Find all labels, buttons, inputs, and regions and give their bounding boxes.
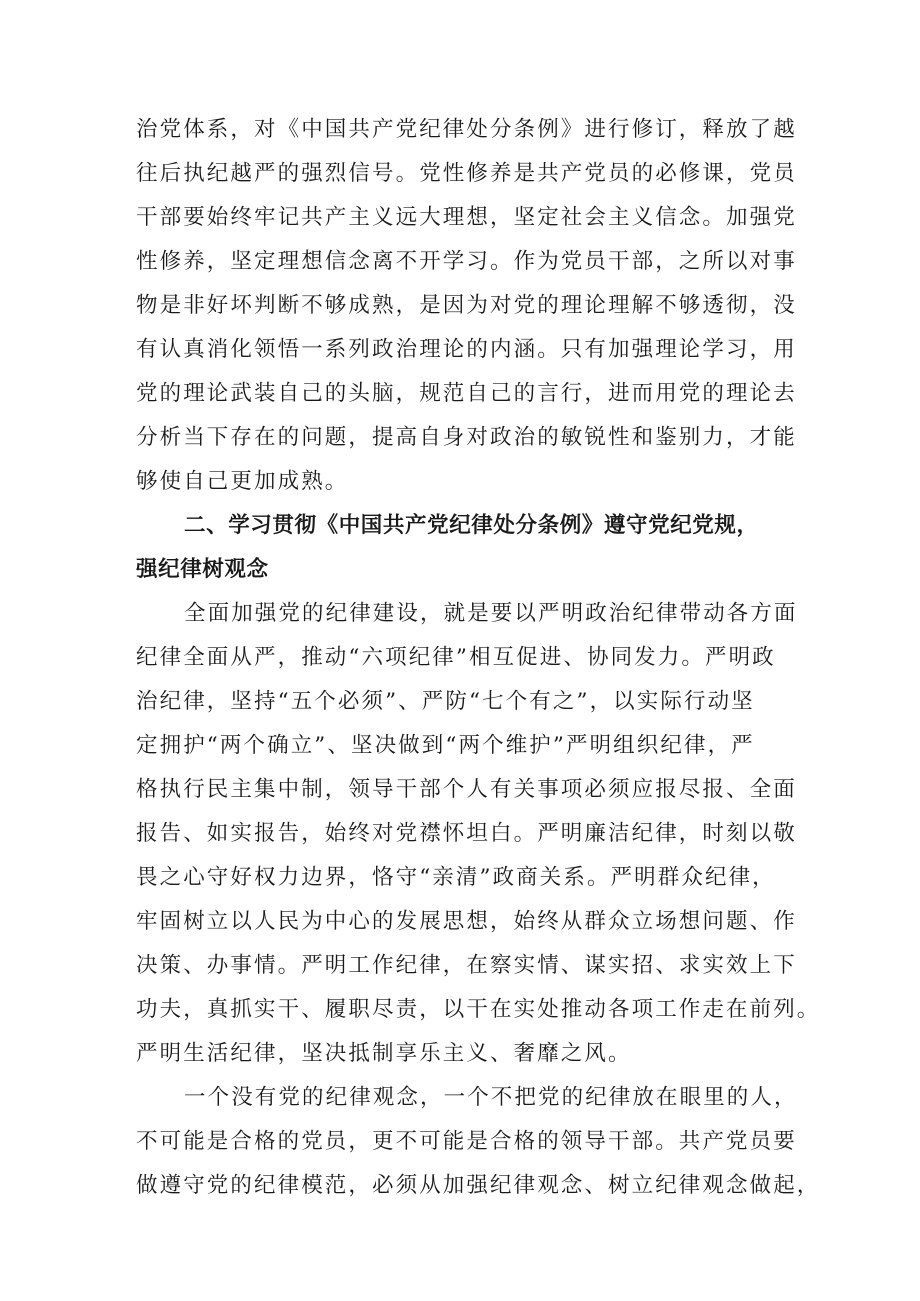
- paragraph-line: 干部要始终牢记共产主义远大理想，坚定社会主义信念。加强党: [136, 205, 797, 230]
- paragraph-line: 治党体系，对《中国共产党纪律处分条例》进行修订，释放了越: [136, 117, 797, 142]
- paragraph-line: 定拥护“两个确立”、坚决做到“两个维护”严明组织纪律，严: [136, 733, 755, 758]
- paragraph-line: 往后执纪越严的强烈信号。党性修养是共产党员的必修课，党员: [136, 161, 797, 186]
- paragraph-line: 治纪律，坚持“五个必须”、严防“七个有之”，以实际行动坚: [136, 689, 755, 714]
- paragraph-line: 全面加强党的纪律建设，就是要以严明政治纪律带动各方面: [184, 601, 798, 626]
- section-heading: 二、学习贯彻《中国共产党纪律处分条例》遵守党纪党规，: [184, 513, 759, 538]
- paragraph-line: 决策、办事情。严明工作纪律，在察实情、谋实招、求实效上下: [136, 953, 797, 978]
- paragraph-line: 够使自己更加成熟。: [136, 469, 349, 494]
- paragraph-line: 做遵守党的纪律模范，必须从加强纪律观念、树立纪律观念做起，: [136, 1173, 821, 1198]
- section-heading: 强纪律树观念: [136, 557, 269, 582]
- paragraph-line: 物是非好坏判断不够成熟，是因为对党的理论理解不够透彻，没: [136, 293, 797, 318]
- paragraph-line: 性修养，坚定理想信念离不开学习。作为党员干部，之所以对事: [136, 249, 797, 274]
- paragraph-line: 有认真消化领悟一系列政治理论的内涵。只有加强理论学习，用: [136, 337, 797, 362]
- paragraph-line: 分析当下存在的问题，提高自身对政治的敏锐性和鉴别力，才能: [136, 425, 797, 450]
- paragraph-line: 格执行民主集中制，领导干部个人有关事项必须应报尽报、全面: [136, 777, 797, 802]
- paragraph-line: 畏之心守好权力边界，恪守“亲清”政商关系。严明群众纪律，: [136, 865, 776, 890]
- paragraph-line: 党的理论武装自己的头脑，规范自己的言行，进而用党的理论去: [136, 381, 797, 406]
- paragraph-line: 报告、如实报告，始终对党襟怀坦白。严明廉洁纪律，时刻以敬: [136, 821, 797, 846]
- paragraph-line: 不可能是合格的党员，更不可能是合格的领导干部。共产党员要: [136, 1129, 797, 1154]
- paragraph-line: 功夫，真抓实干、履职尽责，以干在实处推动各项工作走在前列。: [136, 997, 821, 1022]
- paragraph-line: 牢固树立以人民为中心的发展思想，始终从群众立场想问题、作: [136, 909, 797, 934]
- paragraph-line: 纪律全面从严，推动“六项纪律”相互促进、协同发力。严明政: [136, 645, 776, 670]
- paragraph-line: 严明生活纪律，坚决抵制享乐主义、奢靡之风。: [136, 1041, 632, 1066]
- paragraph-line: 一个没有党的纪律观念，一个不把党的纪律放在眼里的人，: [184, 1085, 798, 1110]
